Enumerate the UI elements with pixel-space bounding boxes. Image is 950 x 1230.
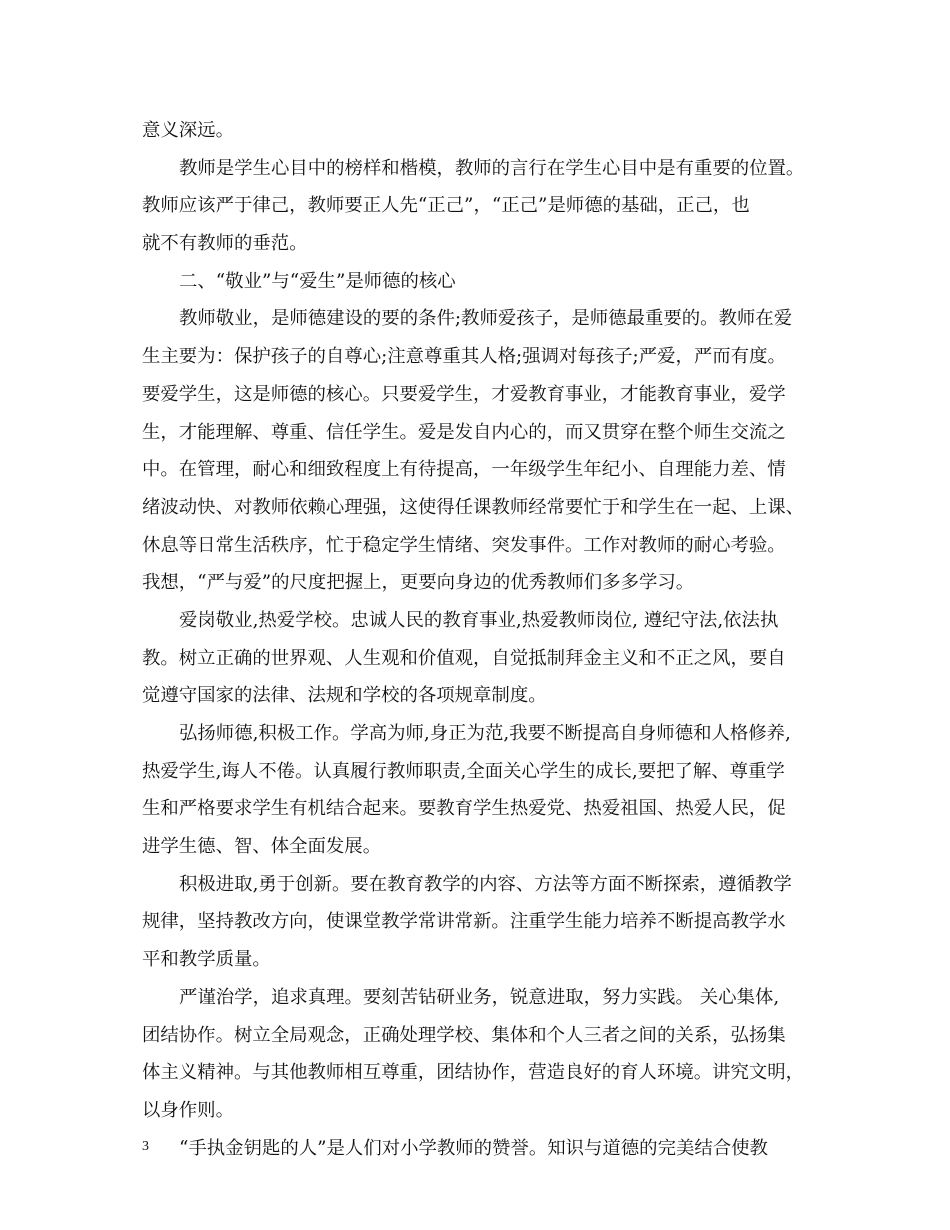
text-line: 休息等日常生活秩序，忙于稳定学生情绪、突发事件。工作对教师的耐心考验。 [142,534,786,556]
section-heading: 二、“敬业”与“爱生”是师德的核心 [179,270,456,292]
text-line: 中。在管理，耐心和细致程度上有待提高，一年级学生年纪小、自理能力差、情 [142,459,786,481]
text-line: 我想，“严与爱”的尺度把握上，更要向身边的优秀教师们多多学习。 [142,572,695,594]
text-line: 教师是学生心目中的榜样和楷模，教师的言行在学生心目中是有重要的位置。 [179,157,805,179]
text-line: 平和教学质量。 [142,949,271,971]
text-line: 热爱学生,诲人不倦。认真履行教师职责,全面关心学生的成长,要把了解、尊重学 [142,760,785,782]
text-line: 团结协作。树立全局观念，正确处理学校、集体和个人三者之间的关系，弘扬集 [142,1024,786,1046]
text-line: “手执金钥匙的人”是人们对小学教师的赞誉。知识与道德的完美结合使教 [179,1137,768,1159]
text-line: 生主要为：保护孩子的自尊心;注意尊重其人格;强调对每孩子;严爱，严而有度。 [142,346,786,368]
text-line: 意义深远。 [142,120,234,141]
text-line: 以身作则。 [142,1099,234,1121]
text-line: 规律，坚持教改方向，使课堂教学常讲常新。注重学生能力培养不断提高教学水 [142,911,786,933]
page-number: 3 [142,1139,149,1154]
text-line: 体主义精神。与其他教师相互尊重，团结协作，营造良好的育人环境。讲究文明， [142,1062,805,1084]
text-line: 就不有教师的垂范。 [142,233,308,255]
text-line: 教师应该严于律己，教师要正人先“正己”，“正己”是师德的基础，正己，也 [142,195,750,217]
text-line: 要爱学生，这是师德的核心。只要爱学生，才爱教育事业，才能教育事业，爱学 [142,383,786,405]
text-line: 弘扬师德,积极工作。学高为师,身正为范,我要不断提高自身师德和人格修养, [179,723,791,744]
page-body [142,112,832,1167]
text-line: 严谨治学，追求真理。要刻苦钻研业务，锐意进取，努力实践。 关心集体, [179,986,780,1008]
text-line: 教。树立正确的世界观、人生观和价值观，自觉抵制拜金主义和不正之风，要自 [142,647,786,669]
text-line: 爱岗敬业,热爱学校。忠诚人民的教育事业,热爱教师岗位, 遵纪守法,依法执 [179,609,779,631]
text-line: 绪波动快、对教师依赖心理强，这使得任课教师经常要忙于和学生在一起、上课、 [142,496,805,518]
text-line: 积极进取,勇于创新。要在教育教学的内容、方法等方面不断探索，遵循教学 [179,873,792,895]
text-line: 进学生德、智、体全面发展。 [142,836,382,858]
text-line: 生，才能理解、尊重、信任学生。爱是发自内心的，而又贯穿在整个师生交流之 [142,421,786,443]
text-line: 生和严格要求学生有机结合起来。要教育学生热爱党、热爱祖国、热爱人民，促 [142,798,786,820]
text-line: 觉遵守国家的法律、法规和学校的各项规章制度。 [142,685,547,707]
text-line: 教师敬业，是师德建设的要的条件;教师爱孩子，是师德最重要的。教师在爱 [179,308,793,330]
